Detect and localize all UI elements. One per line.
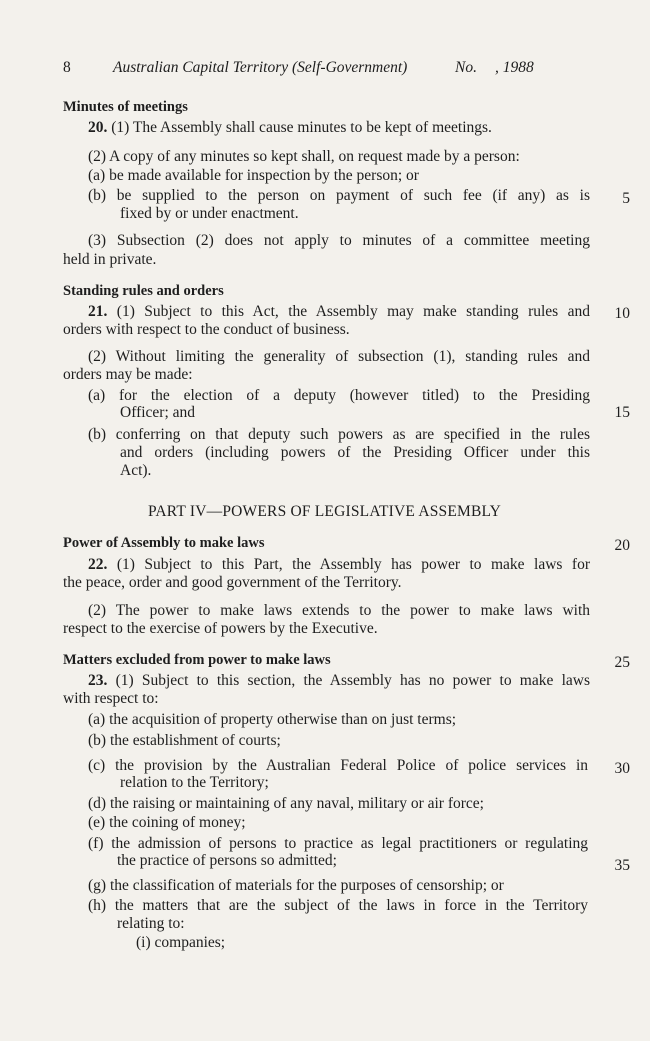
act-year: , 1988	[495, 59, 534, 76]
text-line: (f) the admission of persons to practice as legal practitioners or regulating	[88, 835, 588, 852]
text-line: (2) Without limiting the generality of subsection (1), standing rules and	[88, 348, 590, 365]
text-line: (2) A copy of any minutes so kept shall, on request made by a person:	[88, 148, 520, 165]
text-line: Officer; and	[120, 404, 196, 421]
text-line: relating to:	[117, 915, 185, 932]
text-line: (b) conferring on that deputy such powers as are specified in the rules	[88, 426, 590, 443]
text-line: (e) the coining of money;	[88, 814, 246, 831]
margin-line-number: 10	[614, 305, 630, 322]
text-line: (i) companies;	[136, 934, 226, 951]
text-line: orders may be made:	[63, 366, 193, 383]
text-line: 22. (1) Subject to this Part, the Assembly has power to make laws for	[88, 556, 590, 573]
text-line: (3) Subsection (2) does not apply to minutes of a committee meeting	[88, 232, 590, 249]
part-heading: PART IV—POWERS OF LEGISLATIVE ASSEMBLY	[148, 503, 502, 520]
text-line: 23. (1) Subject to this section, the Assembly has no power to make laws	[88, 672, 590, 689]
text-line: (a) the acquisition of property otherwise than on just terms;	[88, 711, 457, 728]
section-number: 23.	[88, 672, 108, 689]
section-heading: Standing rules and orders	[63, 283, 224, 299]
section-number: 21.	[88, 303, 108, 320]
act-title: Australian Capital Territory (Self-Government)	[113, 59, 408, 76]
margin-line-number: 25	[614, 654, 630, 671]
text-line: (g) the classification of materials for the purposes of censorship; or	[88, 877, 504, 894]
text-line: with respect to:	[63, 690, 159, 707]
text-line: (a) be made available for inspection by the person; or	[88, 167, 419, 184]
text-line: 21. (1) Subject to this Act, the Assembly may make standing rules and	[88, 303, 590, 320]
text-line: relation to the Territory;	[120, 774, 269, 791]
act-number-label: No.	[455, 59, 477, 76]
text-line: (a) for the election of a deputy (however titled) to the Presiding	[88, 387, 590, 404]
margin-line-number: 35	[614, 857, 630, 874]
text-line: 20. (1) The Assembly shall cause minutes to be kept of meetings.	[88, 119, 492, 136]
text-line: (b) be supplied to the person on payment of such fee (if any) as is	[88, 187, 590, 204]
text-line: (c) the provision by the Australian Federal Police of police services in	[88, 757, 588, 774]
section-heading: Matters excluded from power to make laws	[63, 652, 331, 668]
text-line: the peace, order and good government of the Territory.	[63, 574, 402, 591]
text-line: (b) the establishment of courts;	[88, 732, 281, 749]
section-number: 20.	[88, 119, 108, 136]
text-line: fixed by or under enactment.	[120, 205, 299, 222]
text-line: orders with respect to the conduct of business.	[63, 321, 350, 338]
margin-line-number: 5	[622, 190, 630, 207]
text-line: (2) The power to make laws extends to the power to make laws with	[88, 602, 590, 619]
margin-line-number: 15	[614, 404, 630, 421]
section-heading: Minutes of meetings	[63, 99, 188, 115]
margin-line-number: 20	[614, 537, 630, 554]
text-line: and orders (including powers of the Presiding Officer under this	[120, 444, 590, 461]
margin-line-number: 30	[614, 760, 630, 777]
text-line: held in private.	[63, 251, 157, 268]
page-number: 8	[63, 59, 71, 76]
text-line: the practice of persons so admitted;	[117, 852, 337, 869]
text-line: respect to the exercise of powers by the Executive.	[63, 620, 378, 637]
text-line: Act).	[120, 462, 152, 479]
text-line: (d) the raising or maintaining of any naval, military or air force;	[88, 795, 484, 812]
section-heading: Power of Assembly to make laws	[63, 535, 265, 551]
text-line: (h) the matters that are the subject of the laws in force in the Territory	[88, 897, 588, 914]
section-number: 22.	[88, 556, 108, 573]
